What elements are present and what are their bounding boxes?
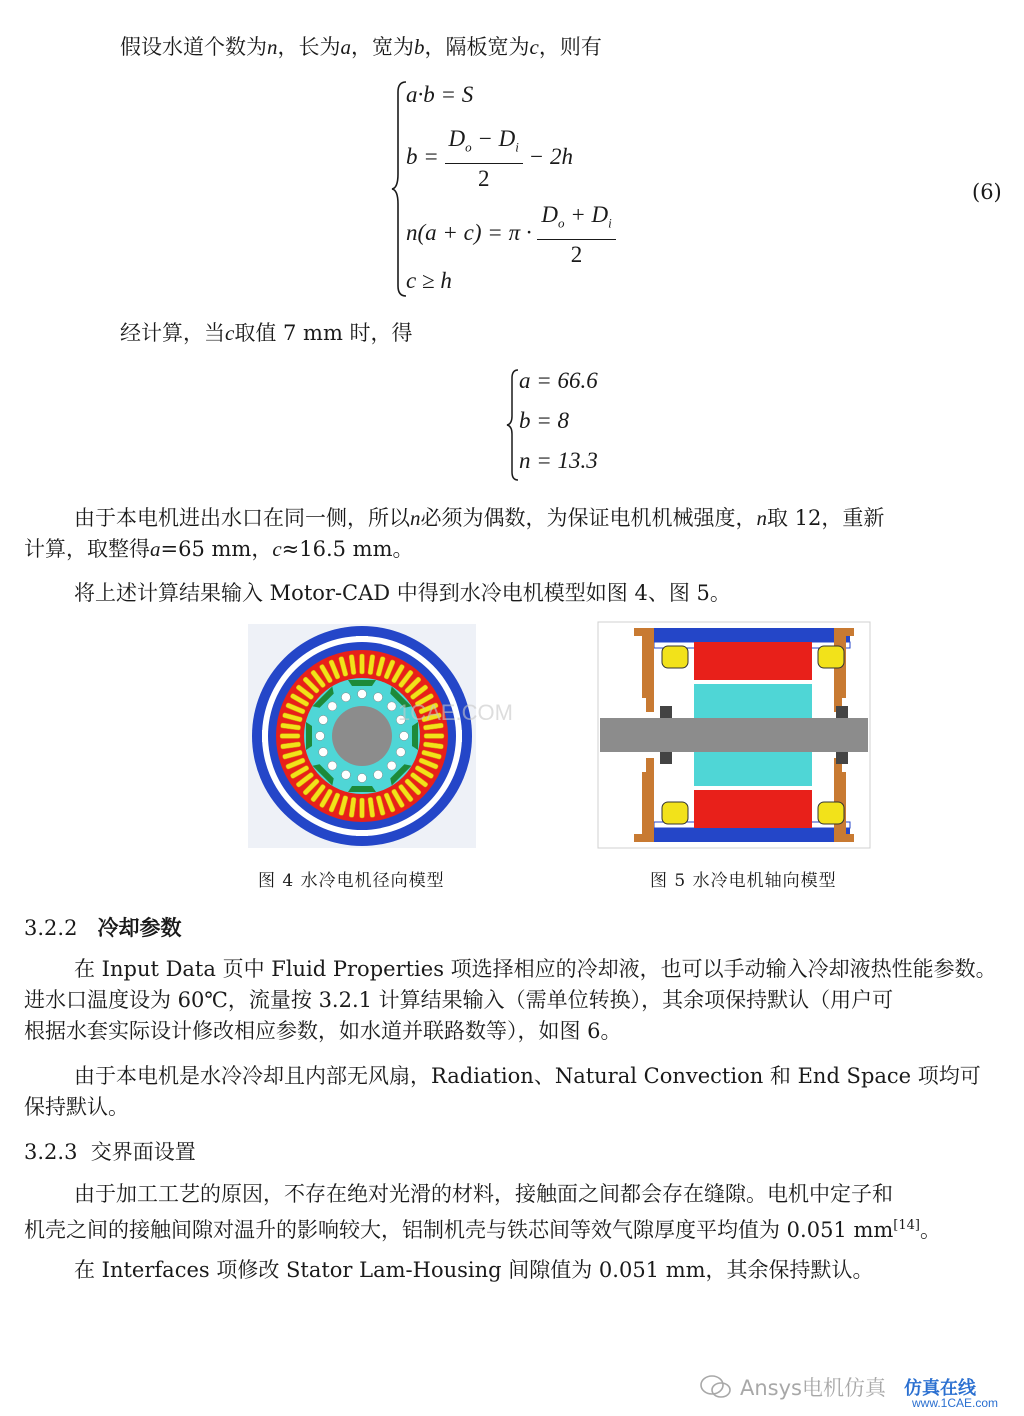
rotor-magnet bbox=[348, 786, 376, 792]
rotor-hole bbox=[319, 748, 328, 757]
rotor-magnet bbox=[348, 680, 376, 686]
paragraph-even-n-line1: 由于本电机进出水口在同一侧，所以n必须为偶数，为保证电机机械强度，n取 12，重新 bbox=[74, 506, 885, 530]
rotor-magnet bbox=[306, 722, 312, 750]
stator-slot bbox=[360, 654, 365, 674]
watermark-site-url: www.1CAE.com bbox=[912, 1396, 999, 1410]
rotor-hole bbox=[341, 693, 350, 702]
eq6-line4: c ≥ h bbox=[406, 268, 452, 293]
rotor-hole bbox=[328, 761, 337, 770]
rotor-hole bbox=[358, 774, 367, 783]
paragraph-fluid-line2: 进水口温度设为 60℃，流量按 3.2.1 计算结果输入（需单位转换），其余项保持默认（用户可 bbox=[24, 988, 894, 1012]
paragraph-interface-line2: 机壳之间的接触间隙对温升的影响较大，铝制机壳与铁芯间等效气隙厚度平均值为 0.051 mm[14]。 bbox=[24, 1218, 941, 1242]
paragraph-radiation-line2: 保持默认。 bbox=[24, 1095, 129, 1119]
rotor-hole bbox=[387, 761, 396, 770]
eq6-line3: n(a + c) = π · $\frac{D_o + D_i}{2}$ bbox=[406, 200, 616, 270]
result-a: a = 66.6 bbox=[519, 368, 598, 393]
paragraph-radiation-line1: 由于本电机是水冷冷却且内部无风扇，Radiation、Natural Convection 和 End Space 项均可 bbox=[74, 1064, 981, 1088]
equation-result bbox=[505, 366, 645, 484]
rotor-hole bbox=[319, 715, 328, 724]
radial-model-graphic bbox=[248, 624, 513, 848]
eq6-line1: a·b = S bbox=[406, 82, 474, 107]
result-b: b = 8 bbox=[519, 408, 570, 433]
section-heading-3-2-3: 3.2.3 交界面设置 bbox=[24, 1140, 196, 1164]
rotor-hole bbox=[387, 702, 396, 711]
rotor-magnet bbox=[412, 722, 418, 750]
rotor-hole bbox=[396, 748, 405, 757]
axial-model-graphic bbox=[598, 622, 870, 848]
watermark-account: Ansys电机仿真 bbox=[740, 1376, 886, 1400]
paragraph-intro: 假设水道个数为n，长为a，宽为b，隔板宽为c，则有 bbox=[120, 35, 602, 59]
rotor-hole bbox=[316, 732, 325, 741]
paragraph-interfaces-setting: 在 Interfaces 项修改 Stator Lam-Housing 间隙值为 0.051 mm，其余保持默认。 bbox=[74, 1258, 874, 1282]
paragraph-interface-line1: 由于加工工艺的原因，不存在绝对光滑的材料，接触面之间都会存在缝隙。电机中定子和 bbox=[74, 1182, 893, 1206]
watermark-site-name: 仿真在线 bbox=[904, 1378, 976, 1399]
eq6-line2: b = $\frac{D_o - D_i}{2}$ − 2h bbox=[406, 126, 573, 191]
rotor-hole bbox=[358, 690, 367, 699]
stator-slot bbox=[360, 798, 365, 818]
equation-number: (6) bbox=[972, 180, 1002, 204]
figure-watermark: 1CAE.COM bbox=[398, 700, 513, 725]
paragraph-fluid-line1: 在 Input Data 页中 Fluid Properties 项选择相应的冷却液，也可以手动输入冷却液热性能参数。 bbox=[74, 957, 997, 981]
paragraph-even-n-line2: 计算，取整得a=65 mm，c≈16.5 mm。 bbox=[24, 537, 414, 561]
paragraph-calc: 经计算，当c取值 7 mm 时，得 bbox=[120, 321, 413, 345]
rotor-hole bbox=[328, 702, 337, 711]
rotor-hole bbox=[374, 770, 383, 779]
stator-slot bbox=[424, 734, 444, 739]
figure-4-caption: 图 4 水冷电机径向模型 bbox=[258, 871, 445, 891]
paragraph-motorcad: 将上述计算结果输入 Motor-CAD 中得到水冷电机模型如图 4、图 5。 bbox=[74, 581, 731, 605]
rotor-hole bbox=[341, 770, 350, 779]
rotor-hole bbox=[374, 693, 383, 702]
figure-5-axial-model bbox=[598, 622, 870, 848]
section-heading-3-2-2: 3.2.2 冷却参数 bbox=[24, 916, 182, 940]
figure-4-radial-model bbox=[248, 624, 513, 848]
rotor-hole bbox=[400, 732, 409, 741]
stator-slot bbox=[280, 734, 300, 739]
result-n: n = 13.3 bbox=[519, 448, 598, 473]
paragraph-fluid-line3: 根据水套实际设计修改相应参数，如水道并联路数等），如图 6。 bbox=[24, 1019, 622, 1043]
wechat-icon bbox=[700, 1375, 732, 1399]
figure-5-caption: 图 5 水冷电机轴向模型 bbox=[650, 871, 837, 891]
watermark bbox=[700, 1372, 886, 1402]
equation-system-6 bbox=[390, 78, 650, 300]
